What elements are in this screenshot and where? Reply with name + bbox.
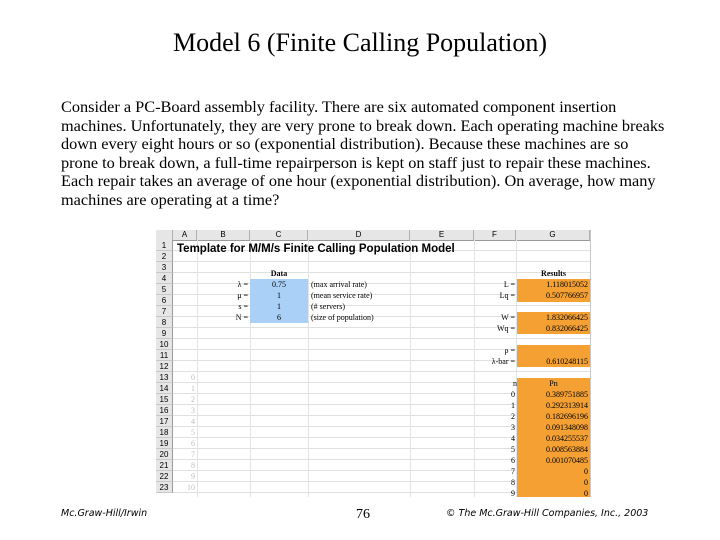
grey-index-cell: 8	[191, 461, 195, 470]
input-description: (size of population)	[311, 313, 374, 322]
grey-index-cell: 5	[191, 428, 195, 437]
results-header: Results	[541, 269, 566, 278]
grey-index-cell: 9	[191, 472, 195, 481]
pn-n-cell: 6	[511, 456, 515, 465]
result-label: W =	[501, 313, 515, 322]
row-header[interactable]: 18	[156, 427, 173, 438]
input-description: (mean service rate)	[311, 291, 373, 300]
row-header[interactable]: 14	[156, 383, 173, 394]
pn-value-cell: 0.389751885	[546, 390, 588, 399]
row-header[interactable]: 21	[156, 460, 173, 471]
input-label: μ =	[237, 291, 248, 300]
row-header[interactable]: 23	[156, 482, 173, 493]
row-header[interactable]: 7	[156, 306, 173, 317]
row-header[interactable]: 10	[156, 339, 173, 350]
column-header-f[interactable]: F	[474, 230, 516, 240]
grey-index-cell: 7	[191, 450, 195, 459]
result-label: Lq =	[499, 291, 515, 300]
pn-value-cell: 0	[584, 478, 588, 487]
column-header-e[interactable]: E	[410, 230, 474, 240]
pn-n-cell: 0	[511, 390, 515, 399]
row-gridline	[173, 338, 590, 339]
row-header[interactable]: 19	[156, 438, 173, 449]
result-label: L =	[503, 280, 515, 289]
data-header: Data	[270, 269, 288, 278]
column-header-c[interactable]: C	[250, 230, 308, 240]
row-header[interactable]: 1	[156, 240, 173, 251]
result-label: λ-bar =	[491, 357, 515, 366]
input-value[interactable]: 6	[277, 313, 281, 322]
pn-value-cell: 0.008563884	[546, 445, 588, 454]
input-description: (# servers)	[311, 302, 345, 311]
column-header-d[interactable]: D	[308, 230, 410, 240]
row-header[interactable]: 17	[156, 416, 173, 427]
pn-value-cell: 0.001070485	[546, 456, 588, 465]
row-gridline	[173, 371, 590, 372]
column-header-g[interactable]: G	[516, 230, 590, 240]
row-header[interactable]: 15	[156, 394, 173, 405]
column-header-b[interactable]: B	[197, 230, 250, 240]
row-header[interactable]: 3	[156, 262, 173, 273]
pn-n-cell: 4	[511, 434, 515, 443]
input-label: λ =	[237, 280, 248, 289]
result-value: 0.610248115	[546, 357, 588, 366]
row-gridline	[173, 261, 590, 262]
input-description: (max arrival rate)	[311, 280, 367, 289]
row-header[interactable]: 22	[156, 471, 173, 482]
pn-n-cell: 2	[511, 412, 515, 421]
sheet-title: Template for M/M/s Finite Calling Population Model	[177, 243, 455, 255]
input-value[interactable]: 0.75	[272, 280, 286, 289]
input-value[interactable]: 1	[277, 291, 281, 300]
grey-index-cell: 0	[191, 373, 195, 382]
row-header[interactable]: 9	[156, 328, 173, 339]
column-gridline	[308, 240, 309, 497]
grey-index-cell: 4	[191, 417, 195, 426]
grey-index-cell: 1	[191, 384, 195, 393]
row-header[interactable]: 13	[156, 372, 173, 383]
input-value[interactable]: 1	[277, 302, 281, 311]
pn-n-cell: 1	[511, 401, 515, 410]
column-gridline	[197, 240, 198, 497]
row-header[interactable]: 2	[156, 251, 173, 262]
pn-value-cell: 0.034255537	[546, 434, 588, 443]
row-header[interactable]: 20	[156, 449, 173, 460]
input-label: s =	[238, 302, 248, 311]
pn-value-cell: 0.292313914	[546, 401, 588, 410]
footer-copyright: © The Mc.Graw-Hill Companies, Inc., 2003	[446, 508, 649, 519]
row-header[interactable]: 4	[156, 273, 173, 284]
corner-cell	[156, 230, 173, 240]
footer-publisher: Mc.Graw-Hill/Irwin	[61, 508, 148, 519]
input-label: N =	[235, 313, 248, 322]
pn-value-cell: 0.182696196	[546, 412, 588, 421]
grey-index-cell: 6	[191, 439, 195, 448]
row-header[interactable]: 6	[156, 295, 173, 306]
pn-value-cell: 0	[584, 467, 588, 476]
result-value: 0.832066425	[546, 324, 588, 333]
pn-n-cell: 3	[511, 423, 515, 432]
row-header[interactable]: 8	[156, 317, 173, 328]
pn-n-cell: 9	[511, 489, 515, 498]
result-value: 1.832066425	[546, 313, 588, 322]
result-value: 0.507766957	[546, 291, 588, 300]
pn-n-cell: 5	[511, 445, 515, 454]
grey-index-cell: 2	[191, 395, 195, 404]
problem-paragraph: Consider a PC-Board assembly facility. There are six automated component insertion machines. Unfortunately, they are very prone to break down. Each operating machine breaks down every eight hours or so (exponential distribution). Because these machines are so prone to break down, a full-time repairperson is kept on staff just to repair these machines. Each repair takes an average of one hour (exponential distribution). On average, how many machines are operating at a time?	[61, 97, 665, 209]
row-header[interactable]: 11	[156, 350, 173, 361]
result-value	[517, 345, 588, 356]
row-header[interactable]: 5	[156, 284, 173, 295]
column-header-a[interactable]: A	[173, 230, 197, 240]
result-value: 1.118015052	[546, 280, 588, 289]
result-label: ρ =	[504, 346, 515, 355]
n-header: n	[513, 379, 517, 388]
pn-n-cell: 7	[511, 467, 515, 476]
row-header[interactable]: 12	[156, 361, 173, 372]
grey-index-cell: 10	[187, 483, 195, 492]
result-label: Wq =	[496, 324, 515, 333]
page-number: 76	[356, 507, 370, 522]
pn-value-cell: 0.091348098	[546, 423, 588, 432]
pn-n-cell: 8	[511, 478, 515, 487]
pn-header: Pn	[549, 379, 558, 388]
row-header[interactable]: 16	[156, 405, 173, 416]
slide-title: Model 6 (Finite Calling Population)	[172, 28, 548, 57]
grey-index-cell: 3	[191, 406, 195, 415]
pn-value-cell: 0	[584, 489, 588, 498]
